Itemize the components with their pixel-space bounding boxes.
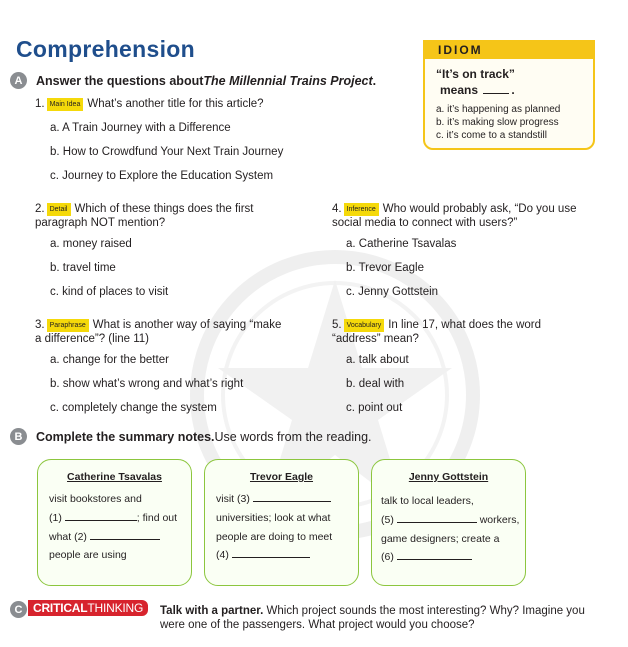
- summary-line: (5) workers,: [381, 514, 520, 526]
- tag-detail: Detail: [47, 203, 71, 216]
- blank-2[interactable]: [90, 531, 160, 540]
- critical-thinking-prompt: Talk with a partner. Which project sounds the most interesting? Why? Imagine you were one of the passengers. What project would you choose?: [160, 605, 585, 631]
- summary-line: what (2): [49, 531, 160, 543]
- tag-paraphrase: Paraphrase: [47, 319, 89, 332]
- idiom-option-a: a. it’s happening as planned: [436, 104, 561, 115]
- summary-line: people are doing to meet: [216, 531, 333, 543]
- idiom-option-c: c. it’s come to a standstill: [436, 130, 547, 141]
- idiom-means: means .: [440, 83, 515, 97]
- q4-option-b[interactable]: b. Trevor Eagle: [346, 262, 424, 274]
- blank-1[interactable]: [65, 512, 137, 521]
- section-b-circle: B: [10, 428, 27, 445]
- blank-5[interactable]: [397, 514, 477, 523]
- tag-vocabulary: Vocabulary: [344, 319, 385, 332]
- q5-option-b[interactable]: b. deal with: [346, 378, 405, 390]
- summary-line: visit bookstores and: [49, 493, 142, 505]
- q2-option-c[interactable]: c. kind of places to visit: [50, 286, 169, 298]
- q5-option-a[interactable]: a. talk about: [346, 354, 409, 366]
- summary-line: visit (3): [216, 493, 331, 505]
- summary-line: (4): [216, 549, 310, 561]
- q4-option-c[interactable]: c. Jenny Gottstein: [346, 286, 439, 298]
- question-3: 3. Paraphrase What is another way of saying “make a difference”? (line 11): [35, 319, 282, 345]
- critical-thinking-label: CRITICALTHINKING: [28, 600, 148, 616]
- q3-option-c[interactable]: c. completely change the system: [50, 402, 217, 414]
- question-4: 4. Inference Who would probably ask, “Do you use social media to connect with users?”: [332, 203, 577, 229]
- summary-line: game designers; create a: [381, 533, 500, 545]
- tag-main-idea: Main Idea: [47, 98, 84, 111]
- summary-box-title: Jenny Gottstein: [408, 471, 489, 483]
- q1-option-c[interactable]: c. Journey to Explore the Education System: [50, 170, 274, 182]
- blank-4[interactable]: [232, 549, 310, 558]
- summary-line: universities; look at what: [216, 512, 331, 524]
- idiom-box: [423, 40, 595, 150]
- page-title: Comprehension: [16, 36, 195, 62]
- idiom-option-b: b. it’s making slow progress: [436, 117, 559, 128]
- summary-box-title: Trevor Eagle: [249, 471, 314, 483]
- q2-option-a[interactable]: a. money raised: [50, 238, 132, 250]
- tag-inference: Inference: [344, 203, 379, 216]
- q2-option-b[interactable]: b. travel time: [50, 262, 116, 274]
- blank-3[interactable]: [253, 493, 331, 502]
- summary-line: people are using: [49, 549, 127, 561]
- question-5: 5. Vocabulary In line 17, what does the word “address” mean?: [332, 319, 542, 345]
- summary-box-trevor: [204, 459, 359, 586]
- summary-line: (1) ; find out: [49, 512, 178, 524]
- question-1: 1. Main Idea What’s another title for this article?: [35, 98, 264, 110]
- section-b-heading: B Complete the summary notes. Use words from the reading.: [10, 428, 372, 445]
- question-2: 2. Detail Which of these things does the first paragraph NOT mention?: [35, 203, 254, 229]
- q4-option-a[interactable]: a. Catherine Tsavalas: [346, 238, 457, 250]
- section-a-heading: A Answer the questions about The Millennial Trains Project .: [10, 72, 376, 89]
- idiom-heading: IDIOM: [425, 42, 593, 59]
- section-c-circle: C: [10, 601, 27, 618]
- q1-option-b[interactable]: b. How to Crowdfund Your Next Train Journey: [50, 146, 284, 158]
- blank-6[interactable]: [397, 551, 472, 560]
- section-a-circle: A: [10, 72, 27, 89]
- summary-line: (6): [381, 551, 472, 563]
- summary-box-jenny: [371, 459, 526, 586]
- idiom-blank[interactable]: [483, 84, 509, 94]
- summary-line: talk to local leaders,: [381, 495, 474, 507]
- q1-option-a[interactable]: a. A Train Journey with a Difference: [50, 122, 231, 134]
- summary-box-catherine: [37, 459, 192, 586]
- idiom-phrase: “It’s on track”: [436, 67, 515, 81]
- summary-box-title: Catherine Tsavalas: [67, 471, 162, 483]
- q5-option-c[interactable]: c. point out: [346, 402, 403, 414]
- q3-option-b[interactable]: b. show what’s wrong and what’s right: [50, 378, 244, 390]
- q3-option-a[interactable]: a. change for the better: [50, 354, 169, 366]
- critical-thinking-badge: [10, 600, 148, 618]
